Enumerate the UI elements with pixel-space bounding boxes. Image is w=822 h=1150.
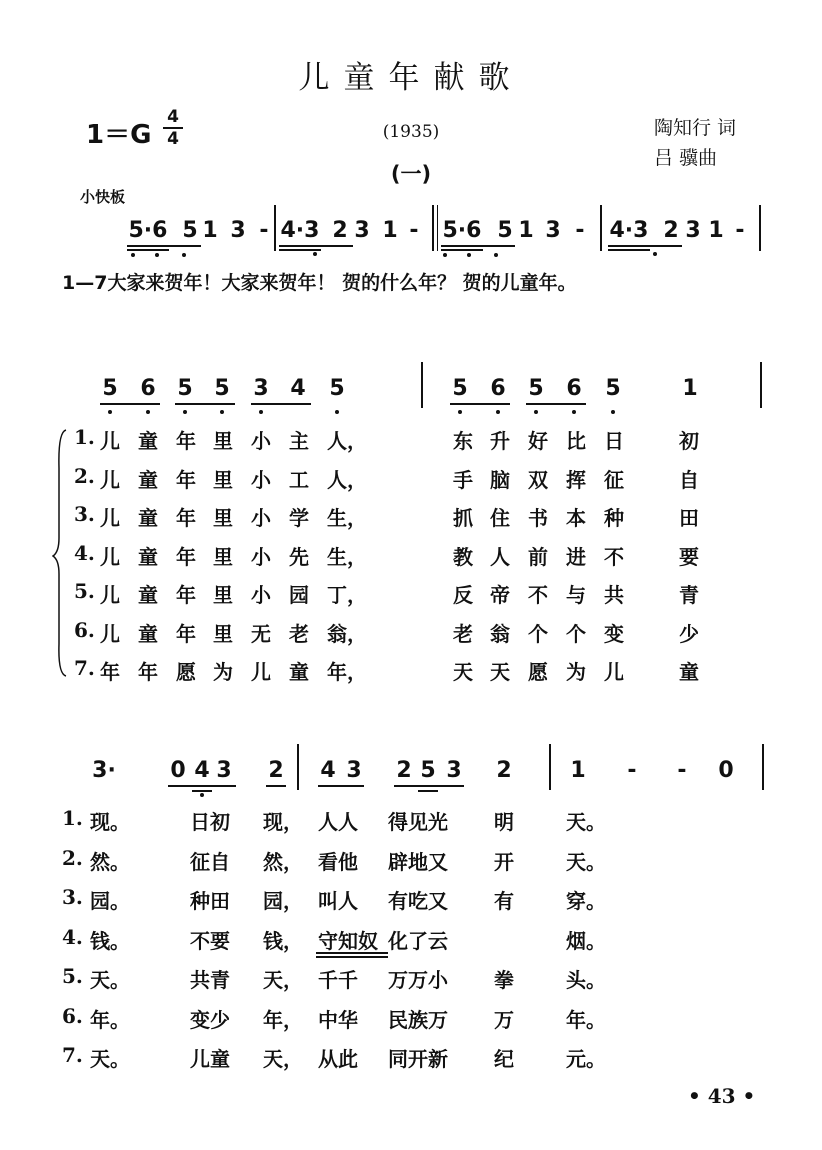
lyric-char: 儿 <box>100 583 120 607</box>
lyric-char: 年 <box>176 621 196 646</box>
beam-underline <box>441 245 515 247</box>
lyric-word: 现， <box>263 810 303 834</box>
note: 5 <box>177 376 193 401</box>
lyric-char: 手 <box>453 467 473 492</box>
lyric-word: 烟。 <box>566 928 606 953</box>
note: 6 <box>490 376 506 401</box>
lyric-char: 教 <box>453 544 473 569</box>
lyric-word: 开 <box>494 849 514 874</box>
lyric-char: 变 <box>604 621 624 646</box>
note: 1 <box>708 218 724 243</box>
lyric-word: 儿童 <box>190 1047 230 1071</box>
octave-dot <box>155 253 159 257</box>
lyric-char: 种 <box>604 506 624 530</box>
note: 5 <box>214 376 230 401</box>
octave-dot <box>653 252 657 256</box>
octave-dot <box>259 410 263 414</box>
note: - <box>409 218 419 243</box>
beam-underline <box>608 249 650 251</box>
octave-dot <box>443 253 447 257</box>
bar-line <box>274 205 276 251</box>
lyric-char: 前 <box>528 544 548 569</box>
bar-line <box>759 205 761 251</box>
beam-underline <box>168 785 236 787</box>
key-signature: 1＝G <box>86 120 152 150</box>
octave-dot <box>572 410 576 414</box>
lyric-char: 自 <box>679 467 699 492</box>
lyric-char: 天 <box>453 660 473 684</box>
lyric-word: 万万小 <box>388 968 448 992</box>
lyric-char: 双 <box>528 467 548 492</box>
note: 3 <box>545 218 561 243</box>
beam-underline <box>175 403 235 405</box>
lyric-char: 童 <box>138 506 158 530</box>
lyric-word: 万 <box>494 1007 514 1032</box>
note: 5 <box>497 218 513 243</box>
lyric-char: 帝 <box>490 583 510 607</box>
lyric-char: 小 <box>251 544 271 569</box>
note: 1 <box>682 376 698 401</box>
beam-underline <box>316 956 388 958</box>
lyric-char: 愿 <box>528 660 548 684</box>
bar-line <box>760 362 762 408</box>
note: 3 <box>446 758 462 783</box>
lyric-char: 老 <box>453 621 473 646</box>
lyric-word: 明 <box>494 810 514 834</box>
lyric-word: 年， <box>263 1007 303 1032</box>
beam-underline <box>526 403 586 405</box>
lyricist: 陶知行 词 <box>654 117 737 139</box>
lyric-char: 年 <box>100 660 120 684</box>
note: 5 <box>102 376 118 401</box>
lyric-char: 年 <box>176 467 196 492</box>
lyric-char: 主 <box>289 429 309 453</box>
note: 2 <box>332 218 348 243</box>
lyric-word: 穿。 <box>566 889 606 913</box>
lyric-char: 书 <box>528 506 548 530</box>
lyric-word: 天。 <box>90 968 130 992</box>
bar-line <box>600 205 602 251</box>
lyric-char: 里 <box>213 544 233 569</box>
lyric-char: 童 <box>138 621 158 646</box>
note: 1 <box>518 218 534 243</box>
page-number: • 43 • <box>688 1084 756 1108</box>
note: 0 <box>170 758 186 783</box>
lyric-char: 住 <box>490 506 510 530</box>
lyric-char: 年， <box>327 660 367 684</box>
lyric-word: 钱， <box>263 928 303 953</box>
lyric-char: 里 <box>213 467 233 492</box>
lyric-char: 童 <box>138 544 158 569</box>
lyric-word: 天。 <box>90 1047 130 1071</box>
lyric-word: 现。 <box>90 810 130 834</box>
beam-underline <box>192 790 212 792</box>
lyric-char: 生， <box>327 506 367 530</box>
verse-number: 2. <box>74 463 95 488</box>
lyric-char: 小 <box>251 467 271 492</box>
lyric-char: 儿 <box>604 660 624 684</box>
note: 2 <box>663 218 679 243</box>
lyric-word: 年。 <box>566 1007 606 1032</box>
tempo-marking: 小快板 <box>80 188 126 206</box>
lyric-char: 年 <box>176 544 196 569</box>
lyric-word: 钱。 <box>90 928 130 953</box>
verse-range: 1—7 <box>62 272 108 294</box>
note: 4·3 <box>609 218 649 243</box>
lyric-char: 老 <box>289 621 309 646</box>
lyric-word: 天。 <box>566 849 606 874</box>
lyric-word: 中华 <box>318 1007 358 1032</box>
note: 3 <box>216 758 232 783</box>
lyric-word: 千千 <box>318 968 358 992</box>
lyric-char: 进 <box>566 544 586 569</box>
beam-underline <box>279 249 321 251</box>
lyric-char: 儿 <box>251 660 271 684</box>
lyric-char: 为 <box>566 660 586 684</box>
lyric-char: 征 <box>604 467 624 492</box>
lyric-char: 初 <box>679 429 699 453</box>
note: 3 <box>253 376 269 401</box>
note: 0 <box>718 758 734 783</box>
lyric-word: 变少 <box>190 1007 230 1032</box>
lyric-word: 年。 <box>90 1007 130 1032</box>
lyric-char: 好 <box>528 429 548 453</box>
beam-underline <box>394 785 464 787</box>
lyric-char: 园 <box>289 583 309 607</box>
lyric-char: 小 <box>251 506 271 530</box>
time-signature-top: 4 <box>167 107 179 127</box>
beam-underline <box>127 245 201 247</box>
note: 6 <box>566 376 582 401</box>
lyric-char: 田 <box>679 506 699 530</box>
lyric-char: 年 <box>176 429 196 453</box>
bar-line <box>297 744 299 790</box>
lyric-char: 人， <box>327 467 367 492</box>
lyric-char: 工 <box>289 467 309 492</box>
beam-underline <box>316 952 388 954</box>
verse-number: 2. <box>62 845 83 870</box>
lyric-char: 童 <box>138 429 158 453</box>
note: 2 <box>496 758 512 783</box>
lyric-char: 挥 <box>566 467 586 492</box>
lyric-char: 小 <box>251 583 271 607</box>
verse-number: 4. <box>74 540 95 565</box>
octave-dot <box>467 253 471 257</box>
octave-dot <box>313 252 317 256</box>
lyric-char: 比 <box>566 429 586 453</box>
part-number: (一) <box>390 162 432 186</box>
note: 5 <box>605 376 621 401</box>
lyric-char: 儿 <box>100 506 120 530</box>
lyric-word: 有 <box>494 889 514 913</box>
lyric-word: 种田 <box>190 889 230 913</box>
beam-underline <box>318 785 364 787</box>
lyric-word: 民族万 <box>388 1007 448 1032</box>
note: 2 <box>396 758 412 783</box>
note: 2 <box>268 758 284 783</box>
lyric-char: 个 <box>528 621 548 646</box>
note: 3 <box>230 218 246 243</box>
song-title: 儿童年献歌 <box>298 60 524 96</box>
lyric-char: 里 <box>213 621 233 646</box>
lyric-char: 东 <box>453 429 473 453</box>
lyric-char: 与 <box>566 583 586 607</box>
lyric-word: 不要 <box>190 928 230 953</box>
lyric-char: 丁， <box>327 583 367 607</box>
bar-line <box>421 362 423 408</box>
note: 4·3 <box>280 218 320 243</box>
lyric-char: 不 <box>604 544 624 569</box>
note: 5·6 <box>128 218 168 243</box>
lyric-char: 翁 <box>490 621 510 646</box>
bar-line <box>549 744 551 790</box>
lyric-word: 元。 <box>566 1047 606 1071</box>
note: 1 <box>382 218 398 243</box>
lyric-char: 童 <box>138 467 158 492</box>
note: 3· <box>92 758 116 783</box>
verse-number: 3. <box>74 502 95 526</box>
lyric-word: 从此 <box>318 1047 358 1071</box>
lyric-word: 守知奴 <box>318 928 378 953</box>
lyric-word: 园。 <box>90 889 130 913</box>
octave-dot <box>611 410 615 414</box>
lyric-word: 园， <box>263 889 303 913</box>
beam-underline <box>266 785 286 787</box>
lyric-word: 叫人 <box>318 889 358 913</box>
lyric-char: 要 <box>679 544 699 569</box>
note: 1 <box>202 218 218 243</box>
note: 5 <box>182 218 198 243</box>
octave-dot <box>335 410 339 414</box>
lyric-word: 同开新 <box>388 1047 448 1071</box>
octave-dot <box>494 253 498 257</box>
lyric-char: 天 <box>490 660 510 684</box>
lyric-char: 人 <box>490 544 510 569</box>
lyric-char: 里 <box>213 429 233 453</box>
verse-number: 5. <box>62 964 83 988</box>
octave-dot <box>220 410 224 414</box>
lyric-word: 征自 <box>190 849 230 874</box>
lyric-char: 里 <box>213 583 233 607</box>
octave-dot <box>183 410 187 414</box>
time-signature-bottom: 4 <box>167 129 179 149</box>
lyric-char: 不 <box>528 583 548 607</box>
note: 4 <box>320 758 336 783</box>
lyric-line-1 <box>62 268 577 295</box>
verse-brace <box>52 428 68 678</box>
bar-line <box>432 205 434 251</box>
note: 5 <box>420 758 436 783</box>
composer: 吕 骥曲 <box>654 147 718 169</box>
lyric-char: 翁， <box>327 621 367 646</box>
lyric-char: 童 <box>679 660 699 684</box>
lyric-char: 先 <box>289 544 309 569</box>
beam-underline <box>608 245 682 247</box>
verse-number: 1. <box>74 425 95 449</box>
verse-number: 3. <box>62 885 83 909</box>
lyric-char: 无 <box>251 621 271 646</box>
lyric-word: 天， <box>263 1047 303 1071</box>
octave-dot <box>496 410 500 414</box>
verse-number: 4. <box>62 924 83 949</box>
bar-line <box>762 744 764 790</box>
lyric-char: 愿 <box>176 660 196 684</box>
beam-underline <box>450 403 510 405</box>
verse-number: 5. <box>74 579 95 603</box>
octave-dot <box>146 410 150 414</box>
lyric-char: 小 <box>251 429 271 453</box>
note: 5 <box>452 376 468 401</box>
lyric-char: 日 <box>604 429 624 453</box>
beam-underline <box>279 245 353 247</box>
lyric-char: 抓 <box>453 506 473 530</box>
note: 5 <box>329 376 345 401</box>
note: - <box>575 218 585 243</box>
lyric-char: 脑 <box>490 467 510 492</box>
lyric-word: 头。 <box>566 968 606 992</box>
beam-underline <box>127 249 169 251</box>
verse-number: 7. <box>74 656 95 680</box>
lyric-char: 年 <box>176 583 196 607</box>
octave-dot <box>131 253 135 257</box>
note: - <box>735 218 745 243</box>
lyric-char: 共 <box>604 583 624 607</box>
note: 5·6 <box>442 218 482 243</box>
lyric-word: 然。 <box>90 849 130 874</box>
beam-underline <box>100 403 160 405</box>
year: (1935) <box>382 122 440 142</box>
verse-number: 6. <box>62 1003 83 1028</box>
note: 3 <box>354 218 370 243</box>
lyric-char: 学 <box>289 506 309 530</box>
lyric-char: 青 <box>679 583 699 607</box>
lyric-char: 里 <box>213 506 233 530</box>
lyric-word: 拳 <box>494 968 514 992</box>
lyric-word: 看他 <box>318 849 358 874</box>
verse-number: 1. <box>62 806 83 830</box>
bar-line <box>437 205 438 251</box>
lyric-word: 日初 <box>190 810 230 834</box>
note: 4 <box>194 758 210 783</box>
octave-dot <box>200 793 204 797</box>
lyric-char: 儿 <box>100 429 120 453</box>
verse-number: 7. <box>62 1043 83 1067</box>
lyric-char: 儿 <box>100 621 120 646</box>
note: - <box>259 218 269 243</box>
lyric-word: 共青 <box>190 968 230 992</box>
lyric-word: 化了云 <box>388 928 448 953</box>
note: 5 <box>528 376 544 401</box>
note: 3 <box>685 218 701 243</box>
lyric-word: 天， <box>263 968 303 992</box>
note: - <box>677 758 687 783</box>
octave-dot <box>458 410 462 414</box>
verse-number: 6. <box>74 617 95 642</box>
lyric-char: 童 <box>289 660 309 684</box>
lyric-char: 年 <box>176 506 196 530</box>
lyric-char: 年 <box>138 660 158 684</box>
lyric-char: 生， <box>327 544 367 569</box>
beam-underline <box>418 790 438 792</box>
lyric-word: 得见光 <box>388 810 448 834</box>
lyric-char: 为 <box>213 660 233 684</box>
octave-dot <box>534 410 538 414</box>
lyric-char: 升 <box>490 429 510 453</box>
lyric-char: 本 <box>566 506 586 530</box>
note: 6 <box>140 376 156 401</box>
note: 1 <box>570 758 586 783</box>
lyric-char: 儿 <box>100 544 120 569</box>
note: - <box>627 758 637 783</box>
lyric-char: 个 <box>566 621 586 646</box>
octave-dot <box>182 253 186 257</box>
lyric-char: 人， <box>327 429 367 453</box>
lyric-word: 然， <box>263 849 303 874</box>
octave-dot <box>108 410 112 414</box>
lyric-char: 童 <box>138 583 158 607</box>
lyric-char: 少 <box>679 621 699 646</box>
lyric-word: 人人 <box>318 810 358 834</box>
beam-underline <box>251 403 311 405</box>
note: 3 <box>346 758 362 783</box>
lyric-word: 辟地又 <box>388 849 448 874</box>
beam-underline <box>441 249 483 251</box>
lyric-char: 反 <box>453 583 473 607</box>
lyric-word: 纪 <box>494 1047 514 1071</box>
lyric-word: 天。 <box>566 810 606 834</box>
lyric-text: 大家来贺年！大家来贺年！ 贺的什么年？ 贺的儿童年。 <box>107 272 577 294</box>
note: 4 <box>290 376 306 401</box>
lyric-char: 儿 <box>100 467 120 492</box>
lyric-word: 有吃又 <box>388 889 448 913</box>
